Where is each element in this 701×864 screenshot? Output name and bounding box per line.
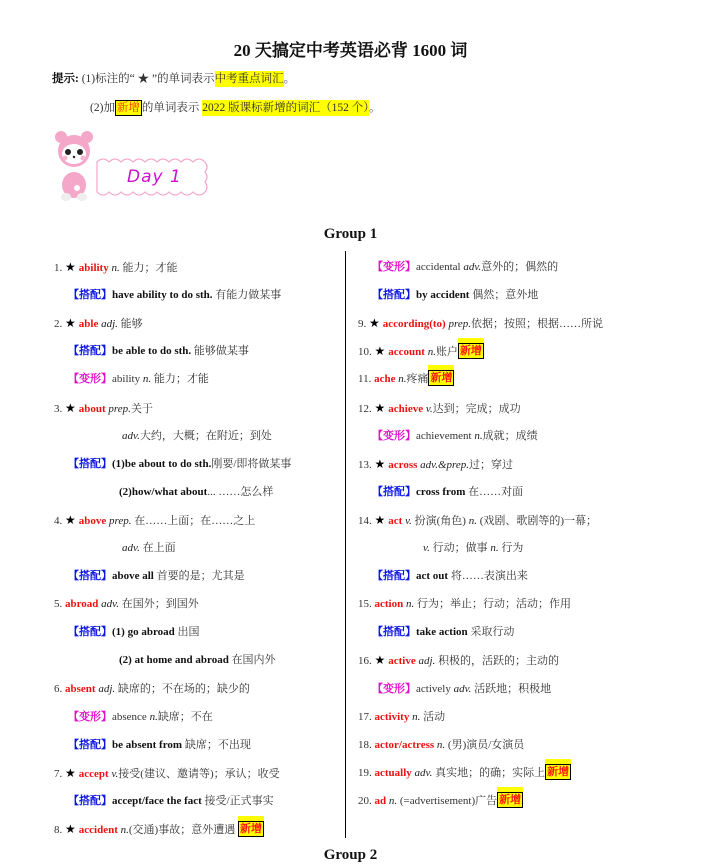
headword: act <box>388 514 403 527</box>
part-of-speech: adv. <box>98 598 119 611</box>
definition: 大约，大概；在附近；到处 <box>139 429 272 442</box>
definition: 能够 <box>117 318 143 331</box>
part-of-speech: adj. <box>98 318 118 331</box>
star-icon: ★ <box>65 400 79 415</box>
collocation-tag: 【搭配】 <box>372 485 416 498</box>
part-of-speech: n. <box>434 738 446 751</box>
entry-number: 10. <box>358 346 375 359</box>
word-form-tag: 【变形】 <box>68 710 112 723</box>
word-form: ability <box>112 373 143 386</box>
list-item <box>372 622 514 642</box>
definition: (交通)事故；意外遭遇 <box>128 824 238 836</box>
collocation-tag: 【搭配】 <box>68 738 112 751</box>
hint-suffix: 。 <box>283 73 296 85</box>
headword: accident <box>78 824 118 836</box>
collocation-phrase: (1)be about to do sth. <box>112 457 212 470</box>
star-icon: ★ <box>65 512 79 527</box>
definition: 采取行动 <box>467 626 515 639</box>
entry-number: 11. <box>358 373 375 386</box>
list-item <box>68 566 245 586</box>
definition: 活跃地；积极地 <box>471 682 552 695</box>
part-of-speech: v. <box>423 402 433 415</box>
part-of-speech: n. <box>468 514 477 527</box>
list-item <box>372 426 538 446</box>
collocation-tag: 【搭配】 <box>372 626 416 639</box>
list-item <box>358 650 559 670</box>
entry-number: 12. <box>358 402 375 415</box>
list-item <box>68 285 281 305</box>
star-icon: ★ <box>374 400 389 415</box>
definition: (男)演员/女演员 <box>445 738 525 751</box>
definition: 缺席；不在 <box>157 710 213 723</box>
part-of-speech: prep. <box>445 318 471 331</box>
definition: 行为 <box>498 542 524 554</box>
collocation-phrase: act out <box>416 570 449 583</box>
entry-number: 5. <box>54 598 65 611</box>
collocation-phrase: accept/face the fact <box>112 794 202 807</box>
list-item <box>122 538 176 558</box>
collocation-phrase: by accident <box>416 289 470 302</box>
word-form: achievement <box>416 429 475 442</box>
collocation-phrase: take action <box>416 626 468 639</box>
hint-suffix: 。 <box>369 102 381 114</box>
list-item <box>423 538 523 558</box>
part-of-speech: n. <box>386 794 398 807</box>
list-item <box>68 791 274 811</box>
entry-number: 16. <box>358 655 375 668</box>
list-item <box>372 285 538 305</box>
definition: 扮演(角色) <box>411 514 469 527</box>
headword: according(to) <box>382 318 446 331</box>
definition: 在……上面；在……之上 <box>131 514 256 527</box>
star-icon: ★ <box>65 765 79 780</box>
definition: 成就；成绩 <box>482 429 538 442</box>
part-of-speech: n. <box>403 598 415 611</box>
list-item <box>68 369 209 389</box>
definition: 接受(建议、邀请等)；承认；收受 <box>118 767 280 780</box>
collocation-phrase: be able to do sth. <box>112 345 192 358</box>
part-of-speech: adj. <box>415 655 436 668</box>
star-icon: ★ <box>65 260 79 274</box>
part-of-speech: n. <box>409 710 421 723</box>
definition: 活动 <box>420 710 446 723</box>
headword: ability <box>78 262 109 274</box>
list-item <box>54 313 143 333</box>
list-item <box>54 819 264 839</box>
definition: 能力；才能 <box>119 262 178 274</box>
definition: 缺席；不出现 <box>182 738 251 751</box>
star-icon: ★ <box>369 316 383 331</box>
part-of-speech: prep. <box>105 402 131 415</box>
new-word-badge: 新增 <box>547 765 570 778</box>
headword: actually <box>374 766 412 779</box>
part-of-speech: adv. <box>463 261 482 273</box>
new-word-badge: 新增 <box>239 823 262 835</box>
list-item <box>68 735 251 755</box>
hint-highlight: 2022 版课标新增的词汇（152 个） <box>202 102 370 114</box>
definition: 账户 <box>435 346 458 359</box>
word-form: accidental <box>416 261 464 273</box>
collocation-tag: 【搭配】 <box>68 345 112 358</box>
collocation-tag: 【搭配】 <box>68 457 112 470</box>
collocation-tag: 【搭配】 <box>372 570 416 583</box>
list-item <box>358 398 521 418</box>
headword: action <box>374 598 404 611</box>
part-of-speech: prep. <box>106 514 132 527</box>
star-icon: ★ <box>65 316 79 331</box>
part-of-speech: v. <box>402 514 412 527</box>
list-item <box>372 566 528 586</box>
definition: 偶然；意外地 <box>469 289 539 302</box>
entry-number: 3. <box>54 402 65 415</box>
definition: 缺席的；不在场的；缺少的 <box>115 682 250 695</box>
list-item <box>54 679 250 699</box>
list-item <box>358 369 454 389</box>
new-word-badge: 新增 <box>459 345 482 358</box>
word-form-tag: 【变形】 <box>68 373 112 386</box>
entry-number: 4. <box>54 514 65 527</box>
word-form-tag: 【变形】 <box>372 429 416 442</box>
part-of-speech: v. <box>423 542 430 554</box>
definition: 依据；按照；根据……所说 <box>470 318 603 331</box>
hint-line-1 <box>52 70 295 86</box>
entry-number: 20. <box>358 794 375 807</box>
definition: ... ……怎么样 <box>207 485 274 498</box>
part-of-speech: v. <box>108 767 119 780</box>
part-of-speech: n. <box>149 710 158 723</box>
definition: 出国 <box>174 626 200 639</box>
definition: 有能力做某事 <box>212 289 282 302</box>
collocation-phrase: have ability to do sth. <box>112 289 213 302</box>
entry-number: 8. <box>54 824 65 836</box>
list-item <box>68 454 291 474</box>
list-item <box>358 454 513 474</box>
headword: absent <box>65 682 96 695</box>
part-of-speech: n. <box>117 824 129 836</box>
word-form-tag: 【变形】 <box>372 261 416 273</box>
list-item <box>119 650 276 670</box>
document-title: 20 天搞定中考英语必背 1600 词 <box>233 41 468 60</box>
hint-highlight: 中考重点词汇 <box>214 73 284 85</box>
part-of-speech: adv. <box>453 682 472 695</box>
group-title: Group 2 <box>323 847 378 863</box>
collocation-phrase: (2) at home and abroad <box>119 654 229 667</box>
hint-label: 提示: <box>52 73 79 85</box>
new-word-badge: 新增 <box>499 793 522 806</box>
collocation-phrase: (2)how/what about <box>119 485 208 498</box>
definition: 行为；举止；行动；活动；作用 <box>414 598 571 611</box>
entry-number: 6. <box>54 682 65 695</box>
part-of-speech: n. <box>474 429 483 442</box>
definition: 能力；才能 <box>151 373 209 386</box>
collocation-phrase: be absent from <box>112 738 183 751</box>
entry-number: 1. <box>54 262 65 274</box>
headword: about <box>78 402 106 415</box>
star-icon: ★ <box>65 822 79 836</box>
definition: 首要的是；尤其是 <box>153 570 245 583</box>
part-of-speech: adv. <box>122 542 140 554</box>
entry-number: 18. <box>358 738 375 751</box>
list-item <box>122 426 272 446</box>
entry-number: 13. <box>358 458 375 471</box>
part-of-speech: adv.&prep. <box>417 458 470 471</box>
headword: ad <box>374 794 387 807</box>
list-item <box>54 510 255 530</box>
new-word-badge: 新增 <box>116 102 140 114</box>
definition: 真实地；的确；实际上 <box>432 766 546 779</box>
day-label: Day 1 <box>127 167 182 187</box>
part-of-speech: n. <box>490 542 499 554</box>
hint-text: (1)标注的“ ★ ”的单词表示 <box>81 73 215 85</box>
group-title: Group 1 <box>323 226 378 242</box>
list-item <box>358 735 524 755</box>
definition: 行动；做事 <box>429 542 491 554</box>
collocation-phrase: above all <box>112 570 154 583</box>
new-word-badge: 新增 <box>430 372 453 385</box>
definition: 刚要/即将做某事 <box>211 457 292 470</box>
list-item <box>54 257 177 277</box>
headword: active <box>388 655 416 668</box>
definition: 将……表演出来 <box>448 570 528 583</box>
list-item <box>54 763 280 783</box>
collocation-tag: 【搭配】 <box>372 289 416 302</box>
collocation-tag: 【搭配】 <box>68 289 112 302</box>
part-of-speech: n. <box>108 262 120 274</box>
headword: accept <box>78 767 109 780</box>
entry-number: 14. <box>358 514 375 527</box>
headword: across <box>388 458 418 471</box>
list-item <box>358 510 597 530</box>
list-item <box>358 313 603 333</box>
headword: above <box>78 514 107 527</box>
list-item <box>358 594 571 614</box>
collocation-tag: 【搭配】 <box>68 794 112 807</box>
headword: activity <box>374 710 410 723</box>
collocation-tag: 【搭配】 <box>68 570 112 583</box>
part-of-speech: n. <box>424 346 436 359</box>
definition: 积极的，活跃的；主动的 <box>435 655 560 668</box>
headword: actor/actress <box>374 738 435 751</box>
list-item <box>372 679 551 699</box>
list-item <box>68 707 213 727</box>
definition: 过；穿过 <box>469 458 514 471</box>
hint-line-2 <box>90 99 381 115</box>
list-item <box>358 763 571 783</box>
definition: 能够做某事 <box>191 345 249 358</box>
entry-number: 19. <box>358 766 375 779</box>
column-divider <box>345 251 346 838</box>
entry-number: 7. <box>54 767 65 780</box>
word-form-tag: 【变形】 <box>372 682 416 695</box>
definition: 关于 <box>130 402 153 415</box>
word-form: absence <box>112 710 150 723</box>
list-item <box>358 341 484 361</box>
collocation-phrase: (1) go abroad <box>112 626 175 639</box>
word-form: actively <box>416 682 454 695</box>
star-icon: ★ <box>374 344 389 359</box>
list-item <box>372 257 558 277</box>
headword: account <box>388 346 425 359</box>
list-item <box>54 398 153 418</box>
part-of-speech: adj. <box>95 682 116 695</box>
hint-text: 的单词表示 <box>141 102 203 114</box>
day-banner <box>52 127 222 202</box>
entry-number: 15. <box>358 598 375 611</box>
collocation-tag: 【搭配】 <box>68 626 112 639</box>
part-of-speech: adv. <box>411 766 433 779</box>
list-item <box>119 482 273 502</box>
hint-text: (2)加 <box>90 102 115 114</box>
star-icon: ★ <box>374 512 389 527</box>
part-of-speech: n. <box>395 373 407 386</box>
definition: 在国外；到国外 <box>119 598 199 611</box>
star-icon: ★ <box>374 653 389 668</box>
bear-mascot-icon <box>52 127 222 202</box>
definition: 达到；完成；成功 <box>432 402 521 415</box>
entry-number: 9. <box>358 318 369 331</box>
headword: able <box>78 318 99 331</box>
part-of-speech: adv. <box>122 429 140 442</box>
list-item <box>358 707 445 727</box>
definition: 在……对面 <box>465 485 524 498</box>
entry-number: 2. <box>54 318 65 331</box>
list-item <box>358 791 523 811</box>
definition: 在国内外 <box>228 654 276 667</box>
list-item <box>68 341 249 361</box>
definition: (戏剧、歌剧等的)一幕； <box>476 514 598 527</box>
list-item <box>372 482 523 502</box>
definition: (=advertisement)广告 <box>397 794 498 807</box>
collocation-phrase: cross from <box>416 485 466 498</box>
headword: abroad <box>65 598 99 611</box>
entry-number: 17. <box>358 710 375 723</box>
definition: 接受/正式事实 <box>201 794 274 807</box>
part-of-speech: n. <box>142 373 152 386</box>
list-item <box>68 622 200 642</box>
star-icon: ★ <box>374 456 389 471</box>
definition: 在上面 <box>139 542 176 554</box>
headword: achieve <box>388 402 424 415</box>
list-item <box>54 594 199 614</box>
headword: ache <box>374 373 396 386</box>
definition: 疼痛 <box>406 373 429 386</box>
definition: 意外的；偶然的 <box>481 261 559 273</box>
